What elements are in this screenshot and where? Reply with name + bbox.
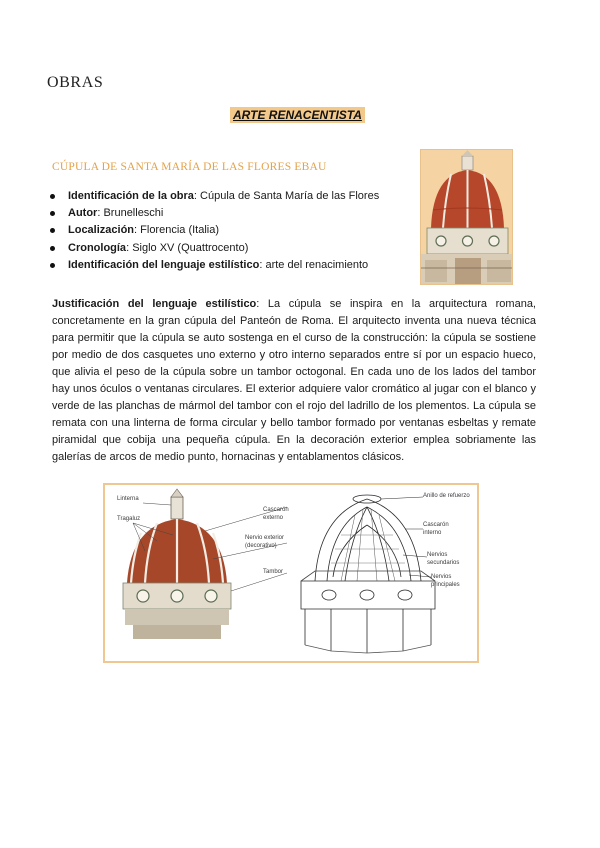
dome-diagram [103,483,479,663]
label-nervios-secundarios-2: secundarios [427,560,460,566]
detail-style: Identificación del lenguaje estilístico: arte del renacimiento [46,257,379,274]
work-title: CÚPULA DE SANTA MARÍA DE LAS FLORES EBAU [52,161,327,173]
label-cascaron-externo-2: externo [263,515,284,521]
label-tragaluz: Tragaluz [117,516,141,522]
label-cascaron-interno-1: Cascarón [423,522,449,528]
dome-photo-illustration [421,150,513,285]
label-nervio-exterior-2: (decorativo) [245,543,277,549]
label-nervios-secundarios-1: Nervios [427,552,448,558]
label-tambor: Tambor [263,569,284,575]
dome-diagram-illustration [105,485,477,661]
label-nervios-principales-1: Nervios [431,574,452,580]
detail-location: Localización: Florencia (Italia) [46,222,379,239]
label-anillo: Anillo de refuerzo [423,493,470,499]
label-nervios-principales-2: principales [431,582,460,588]
cutaway-dome-drawing [301,495,435,653]
style-banner [230,106,365,124]
dome-photo [420,149,513,285]
label-cascaron-interno-2: interno [423,530,442,536]
work-details-list [46,188,379,274]
label-linterna: Linterna [117,496,139,502]
detail-identification: Identificación de la obra: Cúpula de Santa María de las Flores [46,188,379,205]
label-nervio-exterior-1: Nervio exterior [245,535,285,541]
detail-author: Autor: Brunelleschi [46,205,379,222]
detail-chronology: Cronología: Siglo XV (Quattrocento) [46,240,379,257]
label-cascaron-externo-1: Cascarón [263,507,289,513]
section-title: OBRAS [47,74,104,91]
style-banner-text: ARTE RENACENTISTA [230,107,365,123]
justification-paragraph: Justificación del lenguaje estilístico: La cúpula se inspira en la arquitectura romana, concretamente en la gran cúpula del Panteón de Roma. El arquitecto inventa una nueva técnica para permitir que la cúpula se auto sostenga en el curso de la construcción: la cúpula se sostiene por medio de dos casquetes uno externo y otro interno separados entre sí por un espacio hueco, que alivia el peso de la cúpula sobre un tambor octogonal. En cada uno de los lados del tambor hay unos óculos o ventanas circulares. El exterior adquiere valor cromático al jugar con el blanco y verde de las planchas de mármol del tambor con el rojo del ladrillo de los plementos. La cúpula se remata con una linterna de forma circular y bello tambor formado por ventanas esbeltas y remate piramidal que cobija una pequeña cúpula. En la decoración exterior emplea sobriamente las galerías de arcos de medio punto, hornacinas y entablamentos clásicos. [52,298,536,463]
